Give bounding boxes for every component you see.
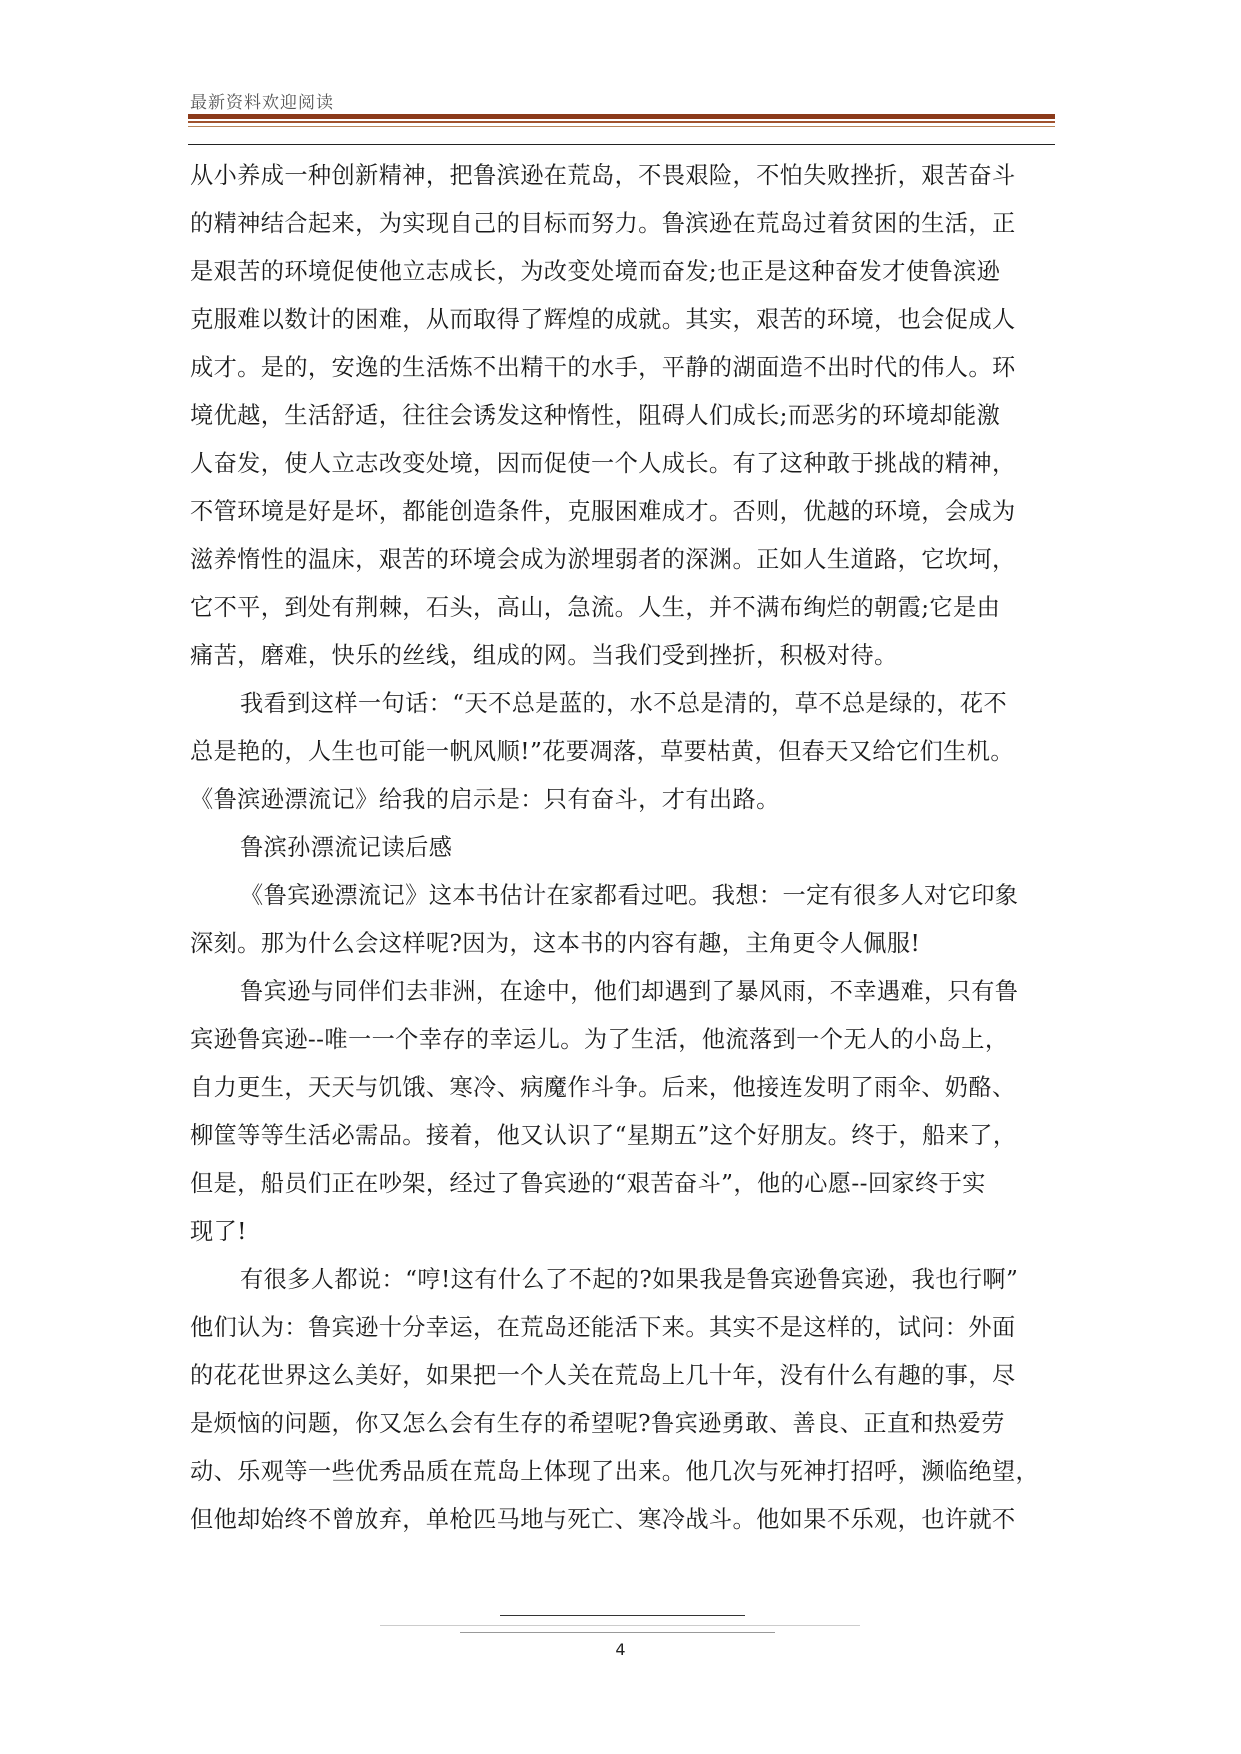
header-rule-thick [188, 114, 1055, 119]
header-rule-brown [188, 121, 1055, 123]
body-text [190, 152, 1052, 1544]
footer-rule [460, 1632, 775, 1633]
text-line: 痛苦，磨难，快乐的丝线，组成的网。当我们受到挫折，积极对待。 [190, 642, 898, 669]
text-line: 它不平，到处有荆棘，石头，高山，急流。人生，并不满布绚烂的朝霞;它是由 [190, 594, 1001, 621]
text-line: 总是艳的，人生也可能一帆风顺!”花要凋落，草要枯黄，但春天又给它们生机。 [190, 738, 1014, 765]
text-line: 从小养成一种创新精神，把鲁滨逊在荒岛，不畏艰险，不怕失败挫折，艰苦奋斗 [190, 162, 1016, 189]
page-number: 4 [615, 1640, 626, 1659]
header-rule-black [188, 144, 1055, 145]
footer-rule [500, 1615, 745, 1616]
text-line: 鲁宾逊与同伴们去非洲，在途中，他们却遇到了暴风雨，不幸遇难，只有鲁 [240, 978, 1019, 1005]
header-rule-thin [188, 126, 1055, 127]
text-line: 我看到这样一句话：“天不总是蓝的，水不总是清的，草不总是绿的，花不 [240, 690, 1008, 717]
text-line: 但他却始终不曾放弃，单枪匹马地与死亡、寒冷战斗。他如果不乐观，也许就不 [190, 1506, 1016, 1533]
text-line: 的花花世界这么美好，如果把一个人关在荒岛上几十年，没有什么有趣的事，尽 [190, 1362, 1016, 1389]
text-line: 成才。是的，安逸的生活炼不出精干的水手，平静的湖面造不出时代的伟人。环 [190, 354, 1016, 381]
text-line: 境优越，生活舒适，往往会诱发这种惰性，阻碍人们成长;而恶劣的环境却能激 [190, 402, 1001, 429]
text-line: 动、乐观等一些优秀品质在荒岛上体现了出来。他几次与死神打招呼，濒临绝望， [190, 1458, 1040, 1485]
footer-rule [380, 1625, 860, 1626]
text-line: 柳筐等等生活必需品。接着，他又认识了“星期五”这个好朋友。终于，船来了， [190, 1122, 1017, 1149]
text-line: 是艰苦的环境促使他立志成长，为改变处境而奋发;也正是这种奋发才使鲁滨逊 [190, 258, 1001, 285]
text-line: 但是，船员们正在吵架，经过了鲁宾逊的“艰苦奋斗”，他的心愿--回家终于实 [190, 1170, 986, 1197]
text-line: 他们认为：鲁宾逊十分幸运，在荒岛还能活下来。其实不是这样的，试问：外面 [190, 1314, 1016, 1341]
text-line: 不管环境是好是坏，都能创造条件，克服困难成才。否则，优越的环境，会成为 [190, 498, 1016, 525]
text-line: 宾逊鲁宾逊--唯一一个幸存的幸运儿。为了生活，他流落到一个无人的小岛上， [190, 1026, 1009, 1053]
text-line: 滋养惰性的温床，艰苦的环境会成为淤埋弱者的深渊。正如人生道路，它坎坷， [190, 546, 1016, 573]
text-line: 深刻。那为什么会这样呢?因为，这本书的内容有趣，主角更令人佩服! [190, 930, 921, 957]
text-line: 的精神结合起来，为实现自己的目标而努力。鲁滨逊在荒岛过着贫困的生活，正 [190, 210, 1016, 237]
text-line: 克服难以数计的困难，从而取得了辉煌的成就。其实，艰苦的环境，也会促成人 [190, 306, 1016, 333]
text-line: 人奋发，使人立志改变处境，因而促使一个人成长。有了这种敢于挑战的精神， [190, 450, 1016, 477]
text-line: 有很多人都说：“哼!这有什么了不起的?如果我是鲁宾逊鲁宾逊，我也行啊” [240, 1266, 1019, 1293]
text-line: 《鲁宾逊漂流记》这本书估计在家都看过吧。我想：一定有很多人对它印象 [240, 882, 1019, 909]
section-title: 鲁滨孙漂流记读后感 [240, 834, 453, 861]
text-line: 现了! [190, 1218, 247, 1245]
running-header: 最新资料欢迎阅读 [190, 93, 334, 113]
text-line: 是烦恼的问题，你又怎么会有生存的希望呢?鲁宾逊勇敢、善良、正直和热爱劳 [190, 1410, 1005, 1437]
text-line: 《鲁滨逊漂流记》给我的启示是：只有奋斗，才有出路。 [190, 786, 780, 813]
text-line: 自力更生，天天与饥饿、寒冷、病魔作斗争。后来，他接连发明了雨伞、奶酪、 [190, 1074, 1016, 1101]
